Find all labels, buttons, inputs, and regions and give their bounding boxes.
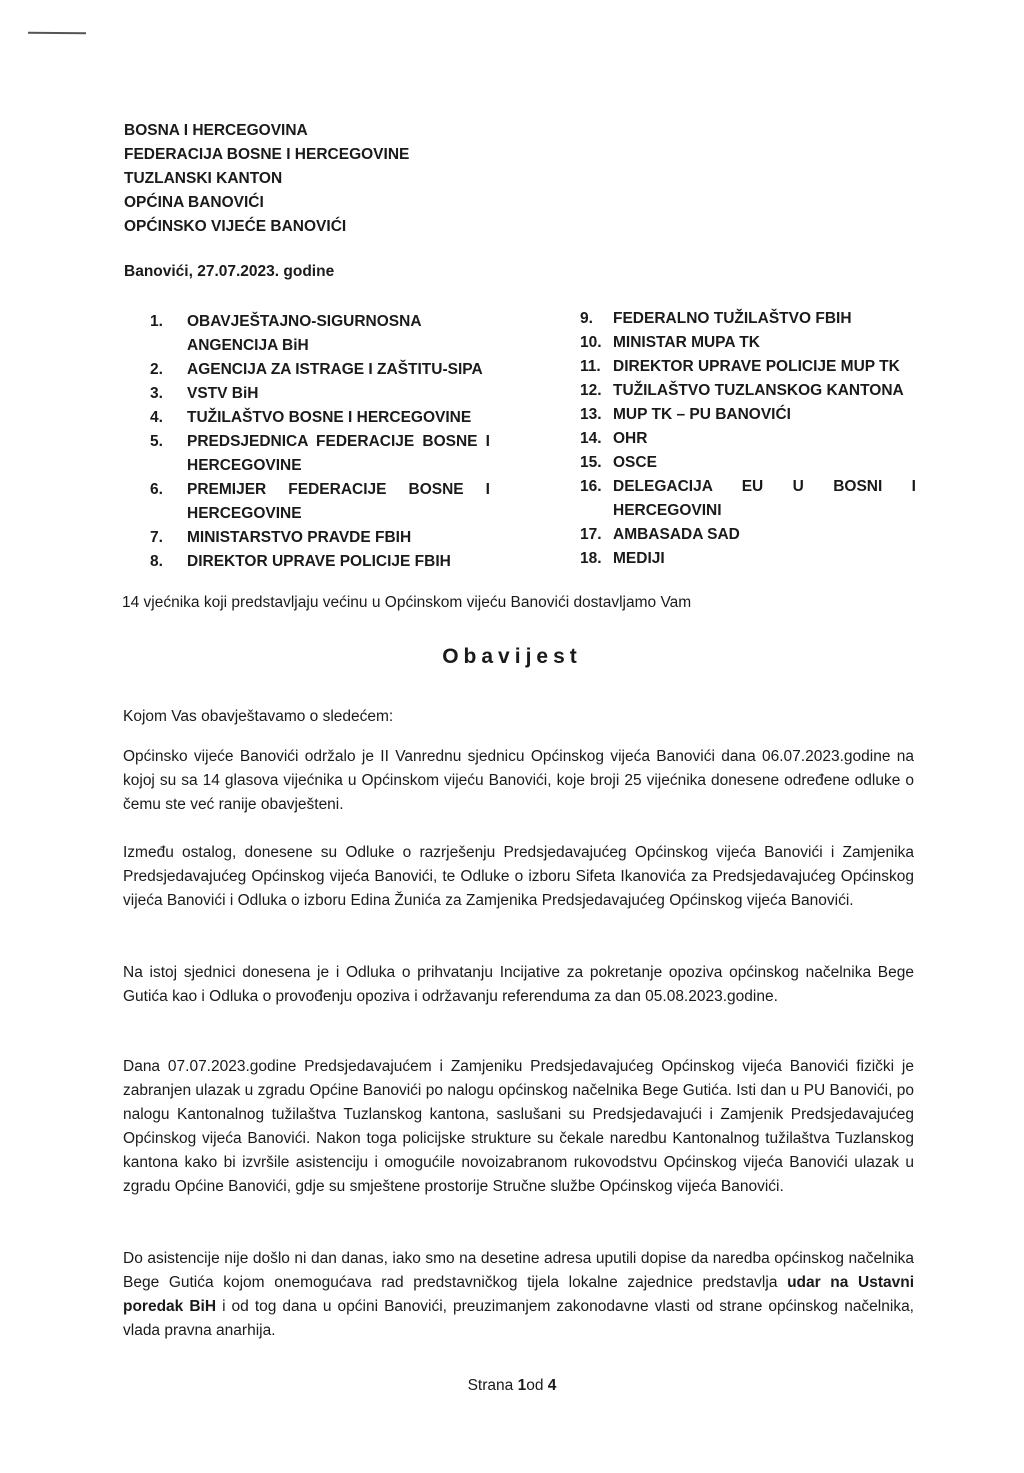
recipient-item: 11. DIREKTOR UPRAVE POLICIJE MUP TK: [580, 358, 900, 375]
header-line-country: BOSNA I HERCEGOVINA: [124, 122, 308, 139]
recipient-item: 10. MINISTAR MUPA TK: [580, 334, 760, 351]
scan-artifact-line: [28, 32, 86, 34]
recipient-item: 8. DIREKTOR UPRAVE POLICIJE FBIH: [150, 553, 451, 570]
document-header: [124, 119, 409, 239]
recipient-item: 7. MINISTARSTVO PRAVDE FBIH: [150, 529, 412, 546]
recipient-item: 4. TUŽILAŠTVO BOSNE I HERCEGOVINE: [150, 409, 472, 426]
emphasis-text: udar na Ustavni poredak BiH: [123, 1274, 914, 1315]
page-separator: od: [526, 1377, 544, 1394]
recipients-list-right: [580, 307, 916, 571]
recipient-item: 1. OBAVJEŠTAJNO-SIGURNOSNA ANGENCIJA BiH: [150, 313, 422, 354]
paragraph-anarchy: [123, 1247, 914, 1343]
paragraph-text: i od tog dana u općini Banovići, preuzimanjem zakonodavne vlasti od strane općinskog načelnika, vlada pravna anarhija.: [123, 1298, 914, 1339]
paragraph-recall: Na istoj sjednici donesena je i Odluka o prihvatanju Incijative za pokretanje opoziva općinskog načelnika Bege Gutića kao i Odluka o provođenju opoziva i održavanju referenduma za dan 05.08.2023.godine.: [123, 964, 914, 1005]
paragraph-decisions: Između ostalog, donesene su Odluke o razrješenju Predsjedavajućeg Općinskog vijeća Banovići i Zamjenika Predsjedavajućeg Općinskog vijeća Banovići, te Odluke o izboru Sifeta Ikanovića za Predsjedavajućeg Općinskog vijeća Banovići i Odluka o izboru Edina Žunića za Zamjenika Predsjedavajućeg Općinskog vijeća Banovići.: [123, 844, 914, 909]
page-footer: [0, 1377, 1024, 1395]
page-label: Strana: [467, 1377, 514, 1394]
recipient-item: 6. PREMIJER FEDERACIJE BOSNE I HERCEGOVINE: [150, 481, 490, 522]
page-total: 4: [547, 1377, 557, 1394]
paragraph-opening: Kojom Vas obavještavamo o sledećem:: [123, 708, 394, 725]
recipient-item: 16. DELEGACIJA EU U BOSNI I HERCEGOVINI: [580, 478, 916, 519]
paragraph-session: Općinsko vijeće Banovići održalo je II Vanrednu sjednicu Općinskog vijeća Banovići dana 06.07.2023.godine na kojoj su sa 14 glasova vijećnika u Općinskom vijeću Banovići, koje broji 25 vijećnika donesene određene odluke o čemu ste već ranije obavješteni.: [123, 748, 914, 813]
recipient-item: 14. OHR: [580, 430, 648, 447]
recipient-item: 15. OSCE: [580, 454, 657, 471]
header-line-canton: TUZLANSKI KANTON: [124, 170, 283, 187]
paragraph-text: Do asistencije nije došlo ni dan danas, iako smo na desetine adresa uputili dopise da naredba općinskog načelnika Bege Gutića kojom onemogućava rad predstavničkog tijela lokalne zajednice predstavlja: [123, 1250, 914, 1291]
recipient-item: 13. MUP TK – PU BANOVIĆI: [580, 406, 791, 423]
recipients-list-left: [150, 310, 490, 574]
intro-line: 14 vjećnika koji predstavljaju većinu u Općinskom vijeću Banovići dostavljamo Vam: [122, 594, 692, 611]
document-title: Obavijest: [442, 645, 582, 668]
recipient-item: 5. PREDSJEDNICA FEDERACIJE BOSNE I HERCEGOVINE: [150, 433, 490, 474]
paragraph-entry-ban: Dana 07.07.2023.godine Predsjedavajućem i Zamjeniku Predsjedavajućeg Općinskog vijeća Banovići fizički je zabranjen ulazak u zgradu Općine Banovići po nalogu općinskog načelnika Bege Gutića. Isti dan u PU Banovići, po nalogu Kantonalnog tužilaštva Tuzlanskog kantona, saslušani su Predsjedavajući i Zamjenik Predsjedavajućeg Općinskog vijeća Banovići. Nakon toga policijske strukture su čekale naredbu Kantonalnog tužilaštva Tuzlanskog kantona kako bi izvršile asistenciju i omogućile novoizabranom rukovodstvu Općinskog vijeća Banovići ulazak u zgradu Općine Banovići, gdje su smještene prostorije Stručne službe Općinskog vijeća Banovići.: [123, 1058, 914, 1195]
recipient-item: 3. VSTV BiH: [150, 385, 259, 402]
recipient-item: 12. TUŽILAŠTVO TUZLANSKOG KANTONA: [580, 382, 904, 399]
recipient-item: 18. MEDIJI: [580, 550, 665, 567]
recipient-item: 9. FEDERALNO TUŽILAŠTVO FBIH: [580, 310, 852, 327]
header-line-federation: FEDERACIJA BOSNE I HERCEGOVINE: [124, 146, 410, 163]
header-line-municipality: OPĆINA BANOVIĆI: [124, 194, 264, 211]
page-number: 1: [517, 1377, 527, 1394]
document-date: Banovići, 27.07.2023. godine: [124, 263, 335, 280]
header-line-council: OPĆINSKO VIJEĆE BANOVIĆI: [124, 218, 347, 235]
recipient-item: 17. AMBASADA SAD: [580, 526, 740, 543]
recipient-item: 2. AGENCIJA ZA ISTRAGE I ZAŠTITU-SIPA: [150, 361, 483, 378]
